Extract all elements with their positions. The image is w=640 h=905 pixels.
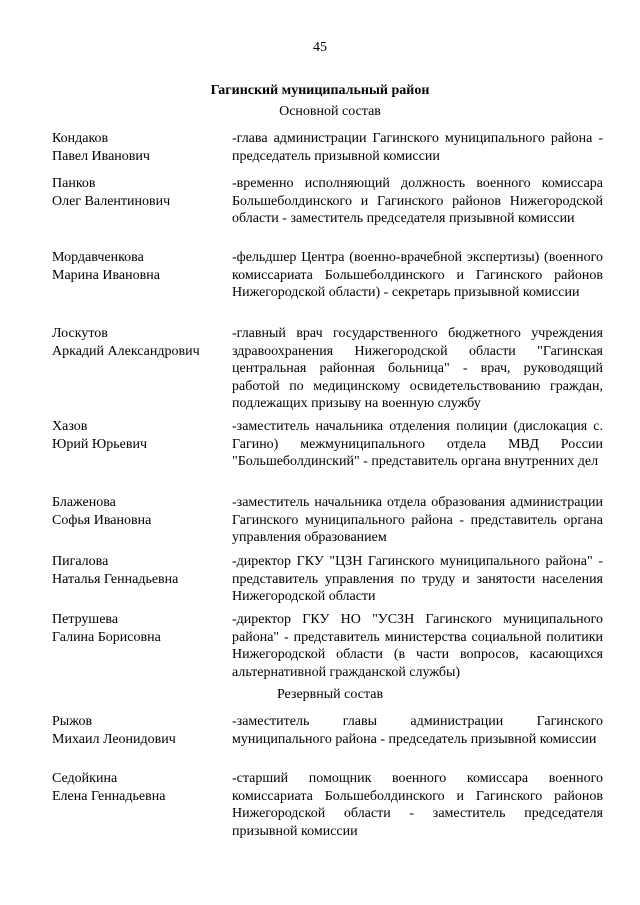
reserve-composition-heading: Резервный состав xyxy=(276,687,384,702)
member-name xyxy=(52,418,222,453)
district-title: Гагинский муниципальный район xyxy=(210,83,430,98)
member-given-names: Павел Иванович xyxy=(52,148,150,164)
member-role: -директор ГКУ "ЦЗН Гагинского муниципального района" - представитель управления по труду и занятости населения Нижегородской области xyxy=(232,554,603,605)
member-surname: Рыжов xyxy=(52,714,93,729)
member-name xyxy=(52,611,222,646)
member-surname: Пигалова xyxy=(52,554,109,569)
member-given-names: Аркадий Александрович xyxy=(52,343,200,359)
member-name xyxy=(52,713,222,748)
member-given-names: Софья Ивановна xyxy=(52,512,152,528)
member-surname: Хазов xyxy=(52,419,88,434)
member-role: -временно исполняющий должность военного комиссара Большеболдинского и Гагинского районов Нижегородской области - заместитель председателя призывной комиссии xyxy=(232,176,603,227)
member-surname: Петрушева xyxy=(52,612,119,627)
member-given-names: Марина Ивановна xyxy=(52,267,160,283)
member-role: -заместитель начальника отделения полиции (дислокация с. Гагино) межмуниципального отдела МВД России "Большеболдинский" - представитель органа внутренних дел xyxy=(232,419,603,470)
member-given-names: Елена Геннадьевна xyxy=(52,788,166,804)
member-given-names: Олег Валентинович xyxy=(52,193,171,209)
member-given-names: Михаил Леонидович xyxy=(52,731,176,747)
member-surname: Мордавченкова xyxy=(52,250,144,265)
member-surname: Лоскутов xyxy=(52,326,108,341)
member-name xyxy=(52,494,222,529)
page-number: 45 xyxy=(313,40,327,55)
member-role: -старший помощник военного комиссара военного комиссариата Большеболдинского и Гагинского районов Нижегородской области - заместитель председателя призывной комиссии xyxy=(232,771,603,839)
member-surname: Седойкина xyxy=(52,771,118,786)
member-role: -глава администрации Гагинского муниципального района - председатель призывной комиссии xyxy=(232,131,603,164)
member-given-names: Наталья Геннадьевна xyxy=(52,571,179,587)
member-role: -заместитель начальника отдела образования администрации Гагинского муниципального района - представитель органа управления образованием xyxy=(232,495,603,546)
member-name xyxy=(52,249,222,284)
main-composition-heading: Основной состав xyxy=(279,104,381,119)
member-given-names: Галина Борисовна xyxy=(52,629,161,645)
member-role: -главный врач государственного бюджетного учреждения здравоохранения Нижегородской области "Гагинская центральная районная больница" - врач, руководящий работой по медицинскому освидетельствованию граждан, подлежащих призыву на военную службу xyxy=(232,326,603,412)
member-name xyxy=(52,770,222,805)
member-name xyxy=(52,325,222,360)
member-surname: Кондаков xyxy=(52,131,109,146)
member-role: -фельдшер Центра (военно-врачебной экспертизы) (военного комиссариата Большеболдинского и Гагинского районов Нижегородской области) - секретарь призывной комиссии xyxy=(232,250,603,301)
member-name xyxy=(52,130,222,165)
member-role: -директор ГКУ НО "УСЗН Гагинского муниципального района" - представитель министерства социальной политики Нижегородской области (в части вопросов, касающихся альтернативной гражданской службы) xyxy=(232,612,603,680)
member-surname: Блаженова xyxy=(52,495,116,510)
member-given-names: Юрий Юрьевич xyxy=(52,436,148,452)
member-role: -заместитель главы администрации Гагинского муниципального района - председатель призывной комиссии xyxy=(232,714,603,747)
member-surname: Панков xyxy=(52,176,96,191)
member-name xyxy=(52,553,222,588)
member-name xyxy=(52,175,222,210)
